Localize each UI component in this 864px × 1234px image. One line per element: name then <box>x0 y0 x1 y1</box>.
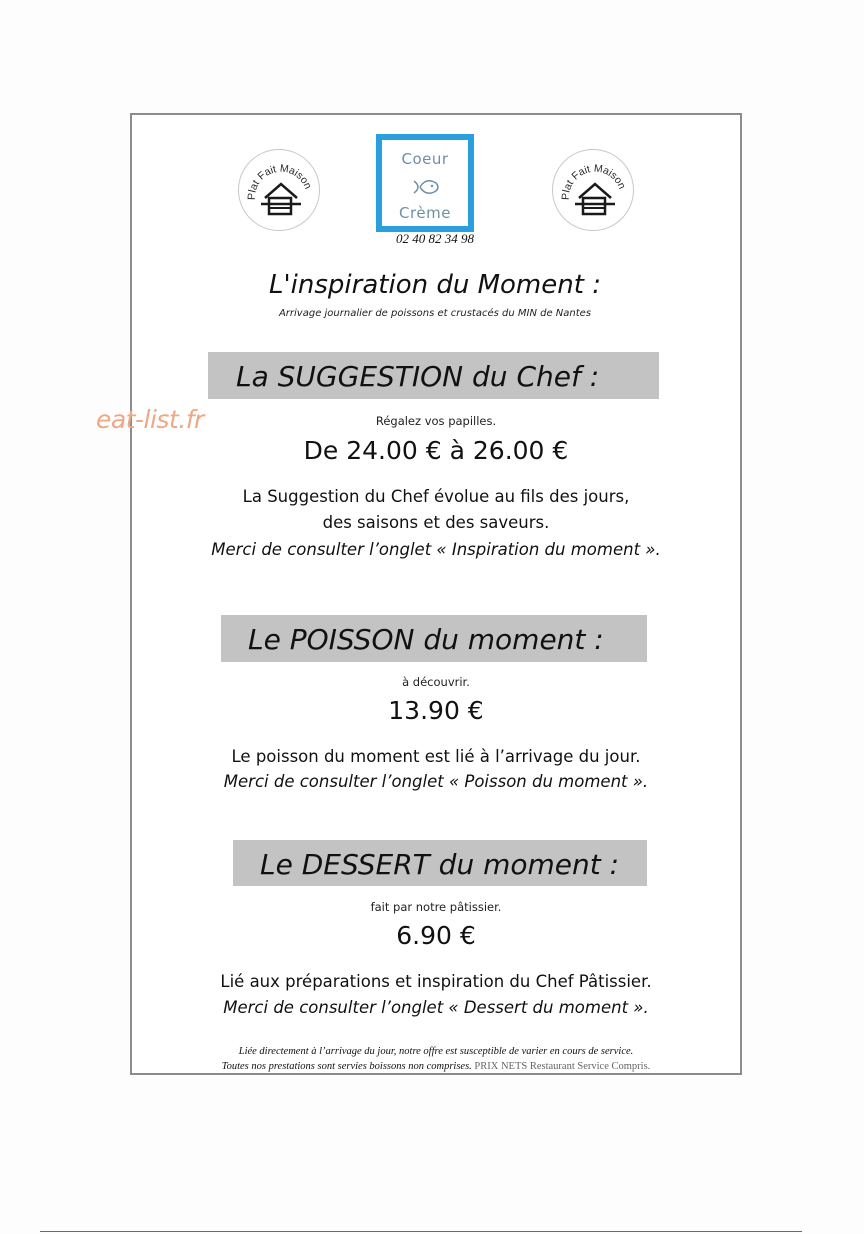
section-tagline-suggestion: Régalez vos papilles. <box>375 414 497 428</box>
right-badge-text: Plat Fait Maison <box>559 162 629 201</box>
brand-logo <box>376 134 474 232</box>
page-title: L'inspiration du Moment : <box>269 270 601 300</box>
section-note-suggestion: Merci de consulter l’onglet « Inspiration du moment ». <box>211 540 661 559</box>
section-text-suggestion-1: La Suggestion du Chef évolue au fils des jours, <box>242 487 630 506</box>
section-heading-suggestion: La SUGGESTION du Chef : <box>236 360 600 393</box>
section-text-dessert: Lié aux préparations et inspiration du Chef Pâtissier. <box>220 972 652 991</box>
left-badge <box>238 149 320 231</box>
house-icon <box>575 184 615 214</box>
section-price-poisson: 13.90 € <box>388 696 484 725</box>
footer-line-2-italic: Toutes nos prestations sont servies boissons non comprises. <box>221 1061 472 1072</box>
section-heading-dessert: Le DESSERT du moment : <box>260 848 620 881</box>
section-tagline-dessert: fait par notre pâtissier. <box>370 900 502 914</box>
footer-line-1: Liée directement à l’arrivage du jour, notre offre est susceptible de varier en cours de service. <box>238 1046 634 1057</box>
svg-text:Plat Fait Maison <box>560 162 628 200</box>
fish-icon <box>412 177 440 197</box>
section-text-poisson: Le poisson du moment est lié à l’arrivage du jour. <box>231 747 641 766</box>
watermark: eat-list.fr <box>96 405 204 434</box>
right-badge <box>552 149 634 231</box>
section-text-suggestion-2: des saisons et des saveurs. <box>322 513 550 532</box>
section-heading-poisson: Le POISSON du moment : <box>248 623 604 656</box>
left-badge-text: Plat Fait Maison <box>245 162 315 201</box>
house-icon <box>261 184 301 214</box>
section-tagline-poisson: à découvrir. <box>402 675 470 689</box>
page-subtitle: Arrivage journalier de poissons et crustacés du MIN de Nantes <box>278 308 592 319</box>
svg-text:Plat Fait Maison <box>246 162 314 200</box>
section-price-suggestion: De 24.00 € à 26.00 € <box>303 436 569 465</box>
bottom-divider <box>40 1231 802 1232</box>
brand-word-top: Coeur <box>401 150 449 168</box>
brand-word-bottom: Crème <box>399 204 451 222</box>
section-price-dessert: 6.90 € <box>396 921 476 950</box>
phone-number: 02 40 82 34 98 <box>396 231 474 246</box>
footer-line-2-plain: PRIX NETS Restaurant Service Compris. <box>474 1061 651 1072</box>
section-note-dessert: Merci de consulter l’onglet « Dessert du moment ». <box>223 998 649 1017</box>
section-note-poisson: Merci de consulter l’onglet « Poisson du moment ». <box>223 772 649 791</box>
footer-line-2 <box>130 1061 742 1072</box>
